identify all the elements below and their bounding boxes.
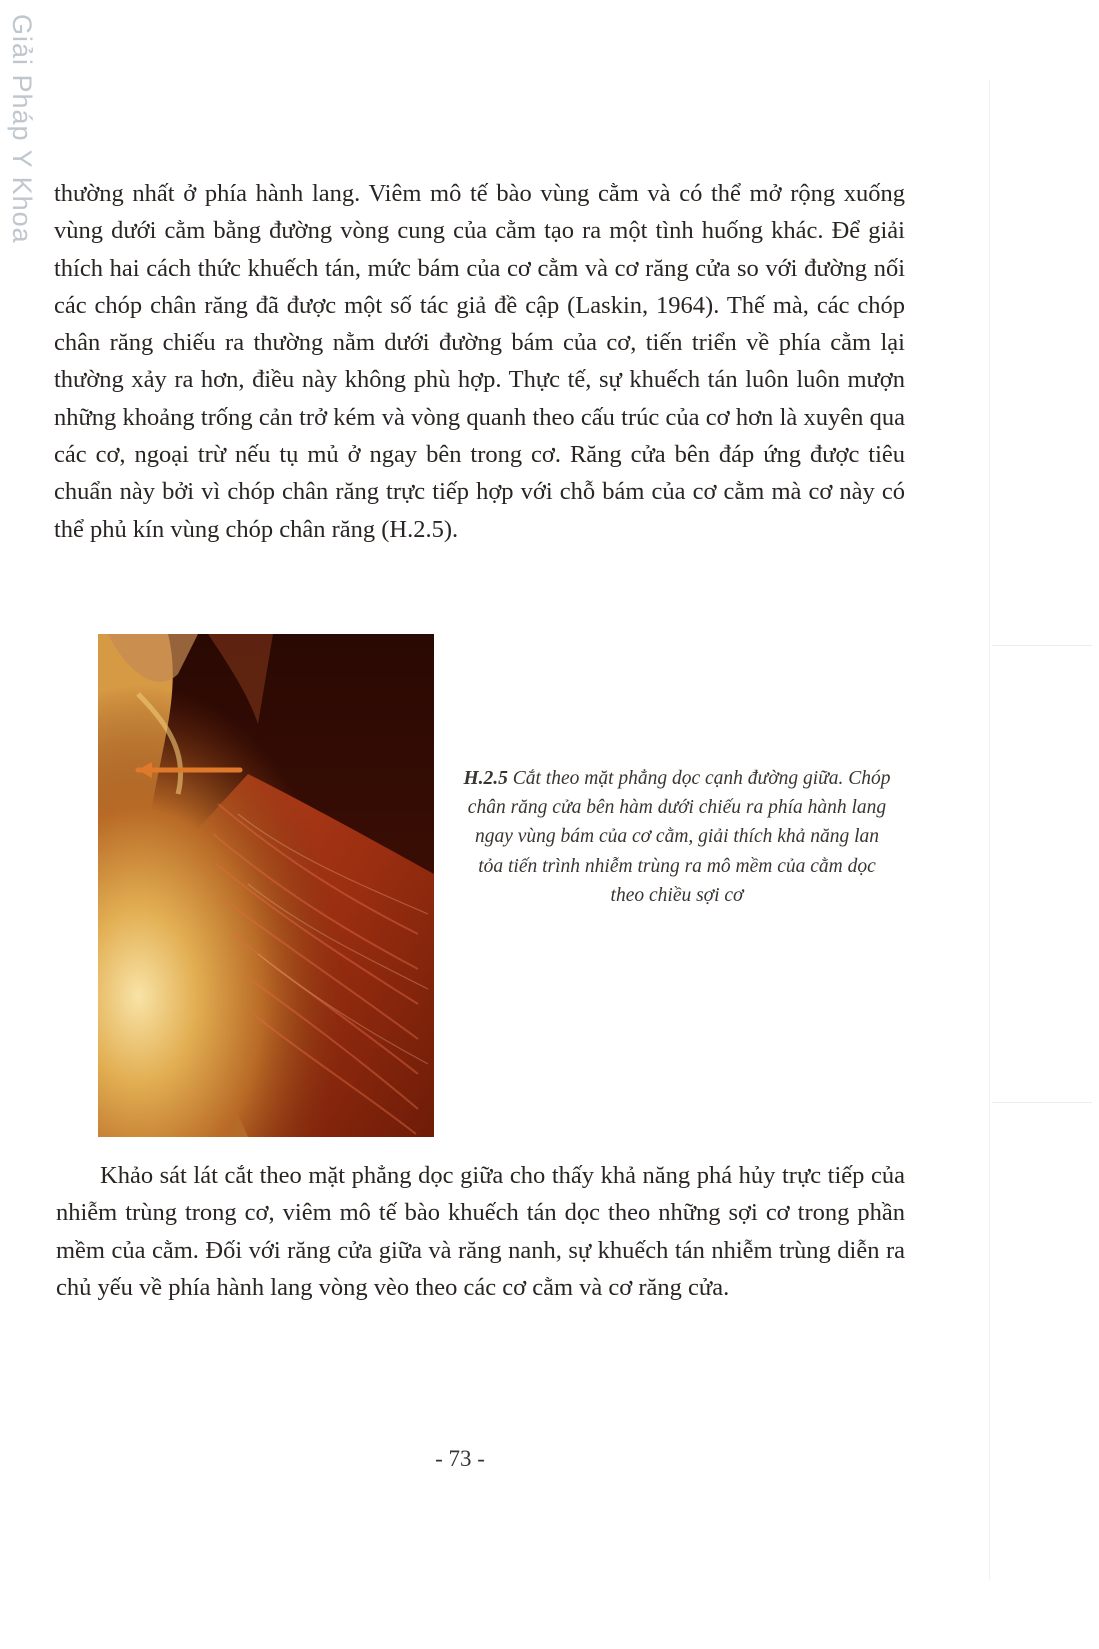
figure-caption-text: Cắt theo mặt phẳng dọc cạnh đường giữa. Chóp chân răng cửa bên hàm dưới chiếu ra phía hành lang ngay vùng bám của cơ cằm, giải thích khả năng lan tỏa tiến trình nhiễm trùng ra mô mềm của cằm dọc theo chiều sợi cơ [467, 768, 891, 906]
anatomy-photo [98, 634, 434, 1137]
page-edge-mark [992, 1102, 1092, 1103]
watermark: Giải Pháp Y Khoa [7, 14, 37, 244]
anatomy-photo-image [98, 634, 434, 1137]
page-edge-line [989, 80, 990, 1580]
page-number: - 73 - [435, 1446, 485, 1471]
page-edge-mark [992, 645, 1092, 646]
body-paragraph-2: Khảo sát lát cắt theo mặt phẳng dọc giữa cho thấy khả năng phá hủy trực tiếp của nhiễm trùng trong cơ, viêm mô tế bào khuếch tán dọc theo những sợi cơ trong phần mềm của cằm. Đối với răng cửa giữa và răng nanh, sự khuếch tán nhiễm trùng diễn ra chủ yếu về phía hành lang vòng vèo theo các cơ cằm và cơ răng cửa. [56, 1162, 905, 1301]
figure-caption [462, 764, 892, 910]
figure-caption-label: H.2.5 [463, 768, 508, 789]
body-paragraph-1: thường nhất ở phía hành lang. Viêm mô tế bào vùng cằm và có thể mở rộng xuống vùng dưới cằm bằng đường vòng cung của cằm tạo ra một tình huống khác. Để giải thích hai cách thức khuếch tán, mức bám của cơ cằm và cơ răng cửa so với đường nối các chóp chân răng đã được một số tác giả đề cập (Laskin, 1964). Thế mà, các chóp chân răng chiếu ra thường nằm dưới đường bám của cơ, tiến triển về phía cằm lại thường xảy ra hơn, điều này không phù hợp. Thực tế, sự khuếch tán luôn luôn mượn những khoảng trống cản trở kém và vòng quanh theo cấu trúc của cơ hơn là xuyên qua các cơ, ngoại trừ nếu tụ mủ ở ngay bên trong cơ. Răng cửa bên đáp ứng được tiêu chuẩn này bởi vì chóp chân răng trực tiếp hợp với chỗ bám của cơ cằm mà cơ này có thể phủ kín vùng chóp chân răng (H.2.5). [54, 180, 905, 543]
